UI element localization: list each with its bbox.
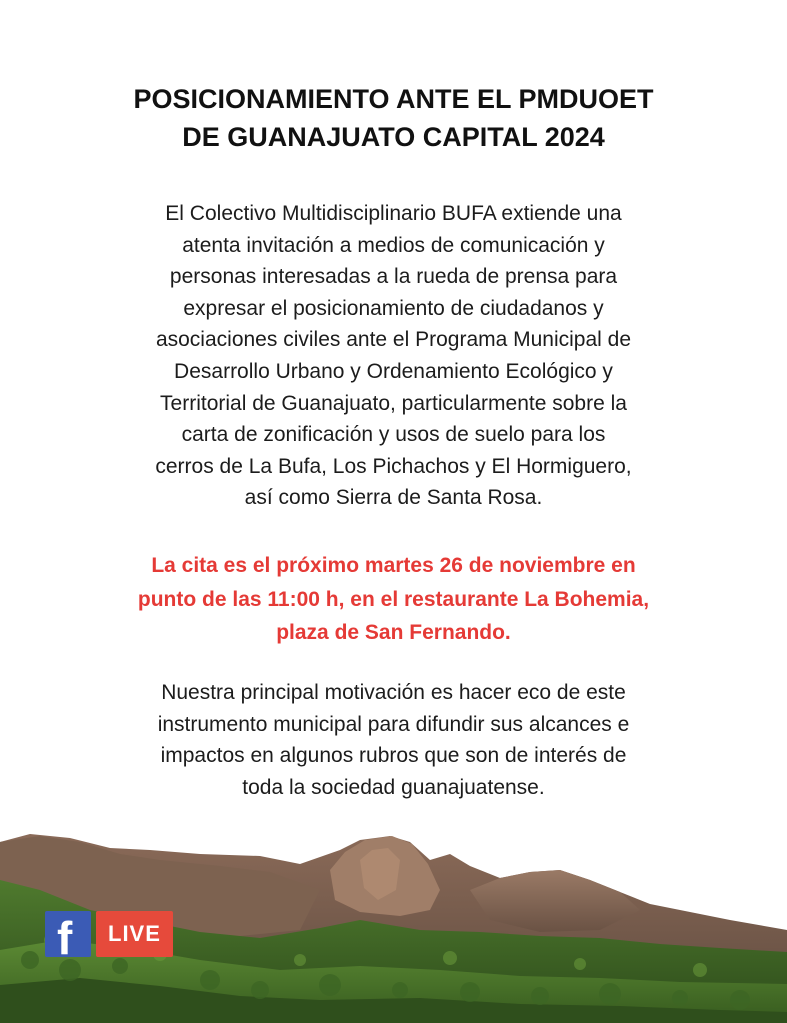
intro-paragraph bbox=[60, 198, 727, 514]
intro-line: El Colectivo Multidisciplinario BUFA extiende una bbox=[165, 202, 622, 225]
motivation-line: toda la sociedad guanajuatense. bbox=[242, 775, 545, 799]
motivation-line: instrumento municipal para difundir sus alcances e bbox=[157, 712, 630, 736]
title-line-2: DE GUANAJUATO CAPITAL 2024 bbox=[182, 122, 605, 152]
intro-line: asociaciones civiles ante el Programa Municipal de bbox=[155, 328, 632, 352]
event-line: punto de las 11:00 h, en el restaurante La Bohemia, bbox=[137, 587, 650, 611]
motivation-line: impactos en algunos rubros que son de interés de bbox=[160, 744, 627, 768]
title-line-1: POSICIONAMIENTO ANTE EL PMDUOET bbox=[133, 84, 654, 114]
event-line: La cita es el próximo martes 26 de noviembre en bbox=[151, 554, 636, 577]
intro-line: Desarrollo Urbano y Ordenamiento Ecológico y bbox=[174, 359, 613, 383]
intro-line: cerros de La Bufa, Los Pichachos y El Hormiguero, bbox=[155, 454, 632, 478]
motivation-paragraph bbox=[60, 677, 727, 803]
event-details bbox=[60, 549, 727, 650]
intro-line: carta de zonificación y usos de suelo para los bbox=[181, 423, 606, 447]
motivation-line: Nuestra principal motivación es hacer eco de este bbox=[161, 681, 626, 704]
intro-line: atenta invitación a medios de comunicación y bbox=[182, 233, 605, 257]
intro-line: Territorial de Guanajuato, particularmente sobre la bbox=[160, 391, 627, 415]
page-title bbox=[0, 80, 787, 156]
intro-line: personas interesadas a la rueda de prensa para bbox=[169, 265, 618, 289]
facebook-icon bbox=[45, 911, 91, 957]
live-label: LIVE bbox=[96, 911, 173, 957]
intro-line: expresar el posicionamiento de ciudadanos y bbox=[183, 296, 604, 320]
facebook-letter: f bbox=[57, 912, 73, 957]
facebook-live-badge bbox=[45, 911, 173, 957]
event-line: plaza de San Fernando. bbox=[276, 621, 511, 644]
intro-line: así como Sierra de Santa Rosa. bbox=[244, 486, 543, 510]
